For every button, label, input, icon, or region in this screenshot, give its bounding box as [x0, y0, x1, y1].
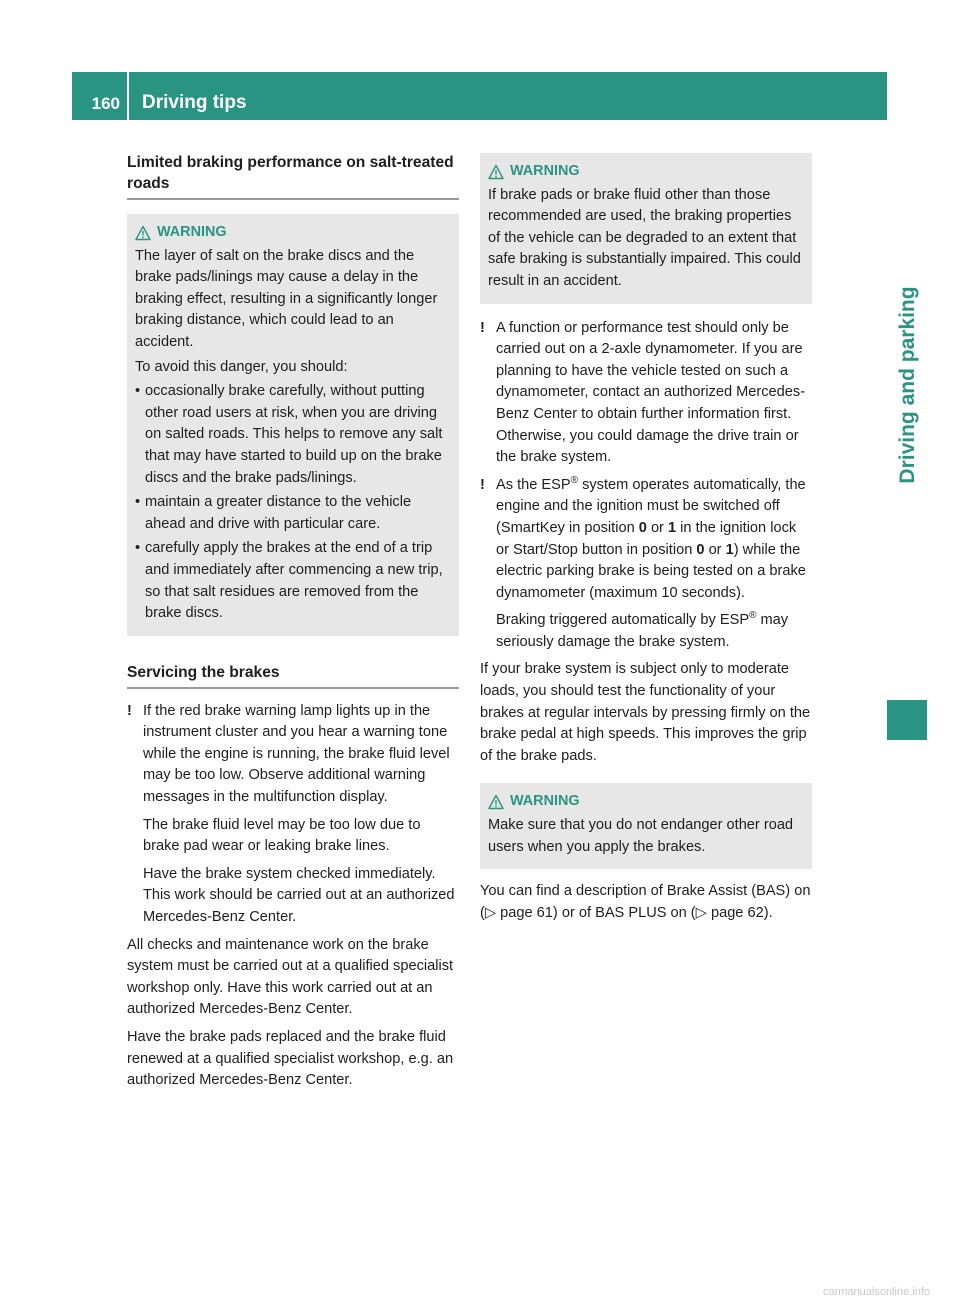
- note-text: If the red brake warning lamp lights up in the instrument cluster and you hear a warning tone while the engine is running, the brake fluid level may be too low. Observe additional warning messages in the multifunction display.: [143, 702, 450, 806]
- warning-box-brake-fluid: [480, 153, 812, 304]
- caution-mark: !: [480, 319, 485, 336]
- heading-servicing-brakes: Servicing the brakes: [127, 662, 459, 689]
- note-text: The brake fluid level may be too low due to brake pad wear or leaking brake lines.: [143, 816, 421, 855]
- warning-title: [488, 161, 806, 183]
- warning-title: [488, 791, 806, 813]
- warning-box-endanger: [480, 783, 812, 869]
- note-text: A function or performance test should only be carried out on a 2-axle dynamometer. If you are planning to have the vehicle tested on such a dynamometer, contact an authorized Mercedes-Benz Center to obtain further information first. Otherwise, you could damage the drive train or the brake system.: [496, 319, 806, 466]
- right-column: [480, 153, 812, 930]
- warning-title: [135, 222, 453, 244]
- warning-intro: To avoid this danger, you should:: [135, 358, 348, 375]
- warning-text: If brake pads or brake fluid other than those recommended are used, the braking properties of the vehicle can be degraded to an extent that safe braking is substantially impaired. This could result in an accident.: [488, 186, 801, 289]
- note-text: Braking triggered automatically by ESP® may seriously damage the brake system.: [496, 610, 789, 650]
- warning-label: WARNING: [157, 224, 227, 240]
- warning-label: WARNING: [510, 163, 580, 179]
- note-brake-warning-lamp: [127, 701, 459, 929]
- warning-text: Make sure that you do not endanger other road users when you apply the brakes.: [488, 817, 794, 855]
- page-number: 160: [91, 94, 120, 113]
- chapter-side-label: [888, 240, 928, 530]
- paragraph: All checks and maintenance work on the brake system must be carried out at a qualified specialist workshop only. Have this work carried out at an authorized Mercedes-Benz Center.: [127, 936, 454, 1018]
- caution-mark: !: [127, 702, 132, 719]
- warning-triangle-icon: [488, 164, 504, 180]
- cross-reference-paragraph: You can find a description of Brake Assist (BAS) on (▷ page 61) or of BAS PLUS on (▷ page 62).: [480, 883, 811, 921]
- chapter-title: Driving and parking: [896, 286, 919, 484]
- page-ref-arrow-icon: ▷: [484, 904, 497, 921]
- page-link[interactable]: page 61) or of BAS PLUS on (: [496, 904, 696, 921]
- left-column: [127, 152, 459, 1098]
- page-header: [72, 72, 887, 120]
- page-ref-arrow-icon: ▷: [695, 904, 707, 921]
- paragraph: Have the brake pads replaced and the brake fluid renewed at a qualified specialist workshop, e.g. an authorized Mercedes-Benz Center.: [127, 1029, 454, 1089]
- bullet-item: • maintain a greater distance to the vehicle ahead and drive with particular care.: [135, 492, 453, 535]
- chapter-tab-marker: [887, 700, 927, 740]
- paragraph: If your brake system is subject only to moderate loads, you should test the functionality of your brakes at regular intervals by pressing firmly on the brake pedal at high speeds. This improves the grip of the brake pads.: [480, 661, 811, 764]
- note-text: Have the brake system checked immediately. This work should be carried out at an authorized Mercedes-Benz Center.: [143, 865, 455, 926]
- warning-triangle-icon: [135, 225, 151, 241]
- bullet-item: • carefully apply the brakes at the end of a trip and immediately after commencing a new trip, so that salt residues are removed from the brake discs.: [135, 538, 453, 624]
- caution-mark: !: [480, 476, 485, 493]
- page-link[interactable]: page 62).: [706, 904, 773, 921]
- header-divider: [127, 72, 129, 120]
- warning-box-salt: [127, 214, 459, 636]
- footer-watermark: carmanualsonline.info: [822, 1286, 930, 1298]
- note-text: As the ESP® system operates automatically, the engine and the ignition must be switched off (SmartKey in position 0 or 1 in the ignition lock or Start/Stop button in position 0 or 1) while the electric parking brake is being tested on a brake dynamometer (maximum 10 seconds).: [496, 474, 806, 601]
- heading-salt-roads: Limited braking performance on salt-treated roads: [127, 152, 459, 200]
- warning-text: The layer of salt on the brake discs and the brake pads/linings may cause a delay in the braking effect, resulting in a significantly longer braking distance, which could lead to an accident.: [135, 247, 438, 350]
- note-esp: [480, 475, 812, 654]
- section-title: Driving tips: [142, 92, 247, 113]
- note-dynamometer: [480, 318, 812, 469]
- warning-label: WARNING: [510, 793, 580, 810]
- bullet-item: • occasionally brake carefully, without putting other road users at risk, when you are driving on salted roads. This helps to remove any salt that may have started to build up on the brake discs and the brake pads/linings.: [135, 381, 453, 489]
- warning-triangle-icon: [488, 794, 504, 810]
- warning-bullets: [135, 381, 453, 625]
